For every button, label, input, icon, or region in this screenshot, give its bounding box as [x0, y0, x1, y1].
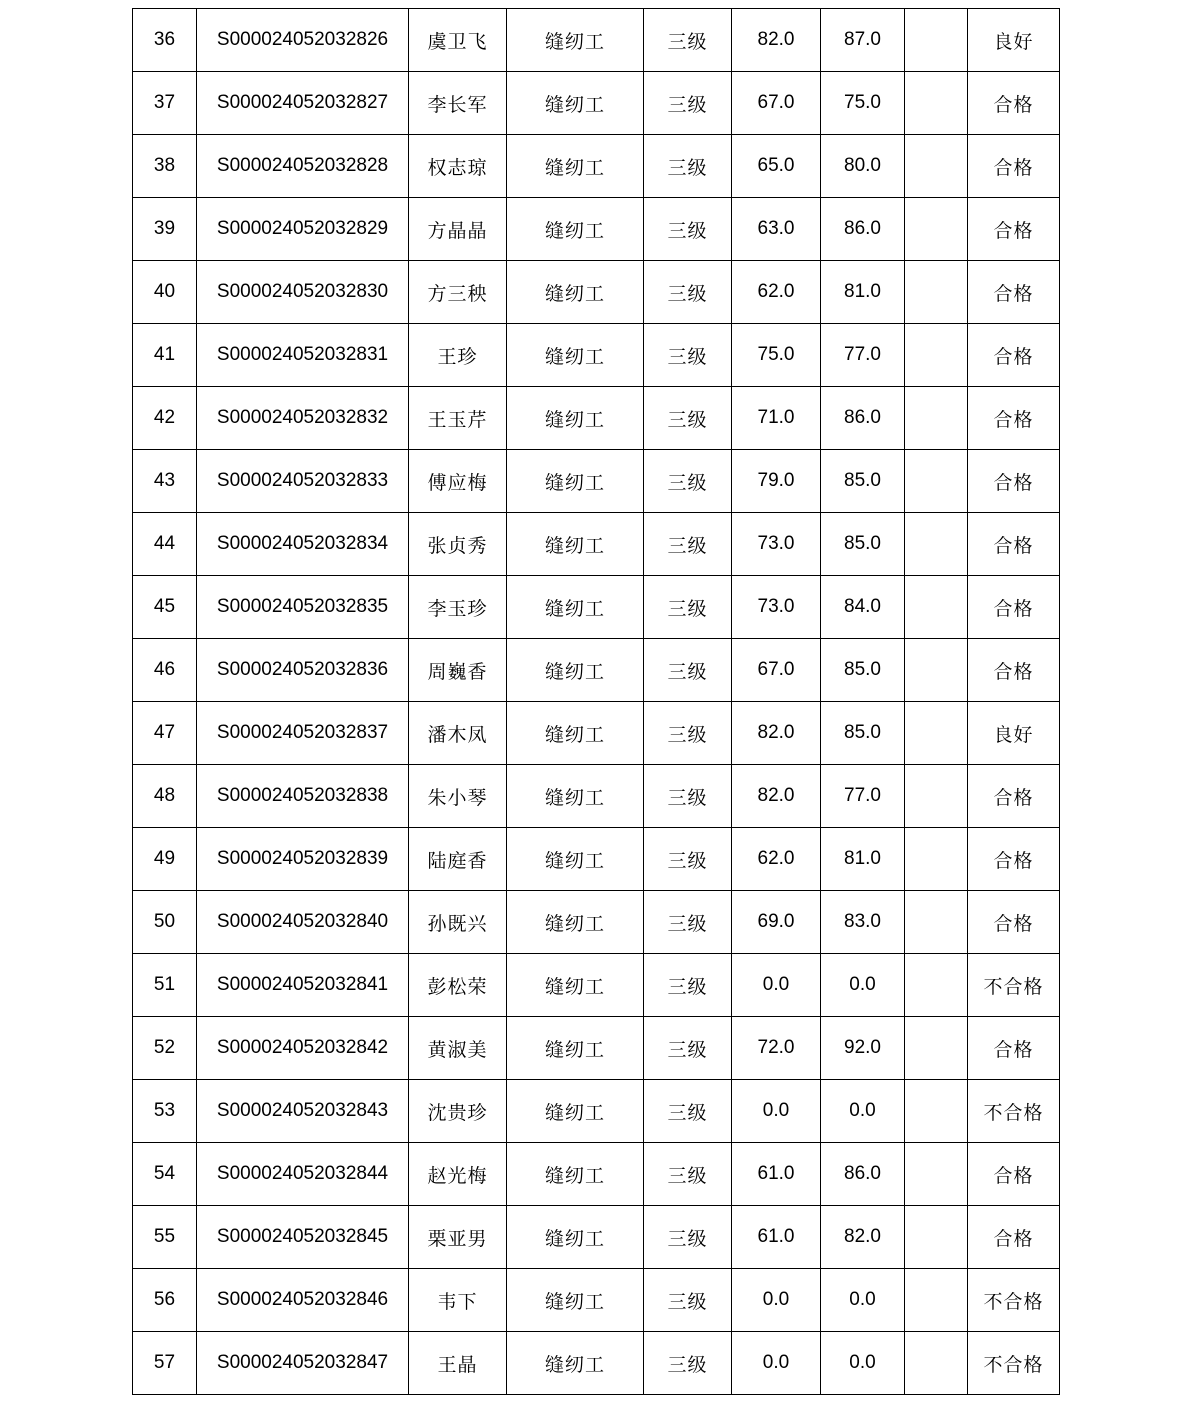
candidate-name-cell: 王玉芹: [409, 387, 507, 450]
theory-score-cell: 63.0: [732, 198, 821, 261]
blank-cell: [905, 1332, 968, 1395]
level-cell: 三级: [644, 702, 732, 765]
row-number-cell: 44: [133, 513, 197, 576]
practical-score-cell: 92.0: [821, 1017, 905, 1080]
candidate-name-cell: 方晶晶: [409, 198, 507, 261]
row-number-cell: 48: [133, 765, 197, 828]
level-cell: 三级: [644, 1080, 732, 1143]
candidate-id-cell: S000024052032830: [197, 261, 409, 324]
theory-score-cell: 0.0: [732, 1080, 821, 1143]
level-cell: 三级: [644, 513, 732, 576]
practical-score-cell: 77.0: [821, 765, 905, 828]
candidate-name-cell: 傅应梅: [409, 450, 507, 513]
practical-score-cell: 75.0: [821, 72, 905, 135]
practical-score-cell: 86.0: [821, 387, 905, 450]
trade-cell: 缝纫工: [507, 891, 644, 954]
practical-score-cell: 83.0: [821, 891, 905, 954]
row-number-cell: 42: [133, 387, 197, 450]
theory-score-cell: 62.0: [732, 828, 821, 891]
result-cell: 合格: [968, 639, 1060, 702]
result-cell: 不合格: [968, 1269, 1060, 1332]
table-body: [133, 9, 1060, 1395]
level-cell: 三级: [644, 450, 732, 513]
theory-score-cell: 62.0: [732, 261, 821, 324]
exam-results-table: [132, 8, 1060, 1395]
blank-cell: [905, 450, 968, 513]
blank-cell: [905, 513, 968, 576]
table-row: [133, 891, 1060, 954]
level-cell: 三级: [644, 387, 732, 450]
trade-cell: 缝纫工: [507, 324, 644, 387]
candidate-name-cell: 潘木凤: [409, 702, 507, 765]
theory-score-cell: 72.0: [732, 1017, 821, 1080]
row-number-cell: 45: [133, 576, 197, 639]
candidate-name-cell: 朱小琴: [409, 765, 507, 828]
level-cell: 三级: [644, 1206, 732, 1269]
trade-cell: 缝纫工: [507, 828, 644, 891]
table-row: [133, 387, 1060, 450]
result-cell: 合格: [968, 387, 1060, 450]
trade-cell: 缝纫工: [507, 1332, 644, 1395]
level-cell: 三级: [644, 576, 732, 639]
candidate-id-cell: S000024052032829: [197, 198, 409, 261]
result-cell: 合格: [968, 324, 1060, 387]
trade-cell: 缝纫工: [507, 765, 644, 828]
candidate-id-cell: S000024052032826: [197, 9, 409, 72]
blank-cell: [905, 765, 968, 828]
row-number-cell: 43: [133, 450, 197, 513]
result-cell: 合格: [968, 1143, 1060, 1206]
candidate-id-cell: S000024052032832: [197, 387, 409, 450]
blank-cell: [905, 576, 968, 639]
practical-score-cell: 77.0: [821, 324, 905, 387]
trade-cell: 缝纫工: [507, 513, 644, 576]
row-number-cell: 40: [133, 261, 197, 324]
level-cell: 三级: [644, 828, 732, 891]
table-row: [133, 513, 1060, 576]
table-row: [133, 198, 1060, 261]
candidate-id-cell: S000024052032847: [197, 1332, 409, 1395]
theory-score-cell: 61.0: [732, 1143, 821, 1206]
blank-cell: [905, 828, 968, 891]
table-row: [133, 1206, 1060, 1269]
theory-score-cell: 82.0: [732, 765, 821, 828]
blank-cell: [905, 1080, 968, 1143]
candidate-id-cell: S000024052032842: [197, 1017, 409, 1080]
candidate-name-cell: 李长军: [409, 72, 507, 135]
row-number-cell: 47: [133, 702, 197, 765]
practical-score-cell: 81.0: [821, 261, 905, 324]
trade-cell: 缝纫工: [507, 1143, 644, 1206]
candidate-name-cell: 赵光梅: [409, 1143, 507, 1206]
table-row: [133, 1332, 1060, 1395]
result-cell: 合格: [968, 261, 1060, 324]
practical-score-cell: 81.0: [821, 828, 905, 891]
theory-score-cell: 61.0: [732, 1206, 821, 1269]
theory-score-cell: 82.0: [732, 9, 821, 72]
row-number-cell: 55: [133, 1206, 197, 1269]
trade-cell: 缝纫工: [507, 450, 644, 513]
practical-score-cell: 82.0: [821, 1206, 905, 1269]
practical-score-cell: 0.0: [821, 1332, 905, 1395]
blank-cell: [905, 198, 968, 261]
candidate-name-cell: 韦下: [409, 1269, 507, 1332]
level-cell: 三级: [644, 639, 732, 702]
candidate-id-cell: S000024052032837: [197, 702, 409, 765]
trade-cell: 缝纫工: [507, 9, 644, 72]
level-cell: 三级: [644, 954, 732, 1017]
practical-score-cell: 80.0: [821, 135, 905, 198]
practical-score-cell: 85.0: [821, 639, 905, 702]
blank-cell: [905, 1143, 968, 1206]
theory-score-cell: 67.0: [732, 639, 821, 702]
row-number-cell: 37: [133, 72, 197, 135]
result-cell: 合格: [968, 450, 1060, 513]
blank-cell: [905, 1206, 968, 1269]
theory-score-cell: 71.0: [732, 387, 821, 450]
candidate-id-cell: S000024052032834: [197, 513, 409, 576]
practical-score-cell: 86.0: [821, 1143, 905, 1206]
level-cell: 三级: [644, 9, 732, 72]
table-row: [133, 72, 1060, 135]
table-row: [133, 576, 1060, 639]
table-row: [133, 765, 1060, 828]
practical-score-cell: 85.0: [821, 450, 905, 513]
trade-cell: 缝纫工: [507, 198, 644, 261]
candidate-id-cell: S000024052032840: [197, 891, 409, 954]
blank-cell: [905, 324, 968, 387]
table-row: [133, 450, 1060, 513]
candidate-id-cell: S000024052032836: [197, 639, 409, 702]
practical-score-cell: 85.0: [821, 513, 905, 576]
result-cell: 良好: [968, 9, 1060, 72]
table-row: [133, 702, 1060, 765]
table-row: [133, 1017, 1060, 1080]
practical-score-cell: 85.0: [821, 702, 905, 765]
trade-cell: 缝纫工: [507, 1206, 644, 1269]
row-number-cell: 57: [133, 1332, 197, 1395]
candidate-id-cell: S000024052032835: [197, 576, 409, 639]
result-cell: 合格: [968, 513, 1060, 576]
trade-cell: 缝纫工: [507, 387, 644, 450]
blank-cell: [905, 891, 968, 954]
level-cell: 三级: [644, 198, 732, 261]
row-number-cell: 36: [133, 9, 197, 72]
candidate-name-cell: 王珍: [409, 324, 507, 387]
result-cell: 合格: [968, 765, 1060, 828]
candidate-name-cell: 栗亚男: [409, 1206, 507, 1269]
table-row: [133, 261, 1060, 324]
candidate-id-cell: S000024052032845: [197, 1206, 409, 1269]
blank-cell: [905, 387, 968, 450]
level-cell: 三级: [644, 765, 732, 828]
table-row: [133, 9, 1060, 72]
theory-score-cell: 73.0: [732, 576, 821, 639]
practical-score-cell: 87.0: [821, 9, 905, 72]
candidate-id-cell: S000024052032831: [197, 324, 409, 387]
theory-score-cell: 67.0: [732, 72, 821, 135]
exam-results-sheet: [132, 8, 1060, 1395]
result-cell: 合格: [968, 1017, 1060, 1080]
trade-cell: 缝纫工: [507, 702, 644, 765]
theory-score-cell: 73.0: [732, 513, 821, 576]
result-cell: 不合格: [968, 1332, 1060, 1395]
candidate-name-cell: 王晶: [409, 1332, 507, 1395]
level-cell: 三级: [644, 1269, 732, 1332]
candidate-name-cell: 虞卫飞: [409, 9, 507, 72]
candidate-id-cell: S000024052032843: [197, 1080, 409, 1143]
candidate-id-cell: S000024052032828: [197, 135, 409, 198]
practical-score-cell: 0.0: [821, 1080, 905, 1143]
row-number-cell: 41: [133, 324, 197, 387]
result-cell: 合格: [968, 828, 1060, 891]
practical-score-cell: 84.0: [821, 576, 905, 639]
candidate-name-cell: 权志琼: [409, 135, 507, 198]
candidate-id-cell: S000024052032841: [197, 954, 409, 1017]
trade-cell: 缝纫工: [507, 576, 644, 639]
blank-cell: [905, 1269, 968, 1332]
result-cell: 不合格: [968, 1080, 1060, 1143]
theory-score-cell: 0.0: [732, 1269, 821, 1332]
candidate-name-cell: 张贞秀: [409, 513, 507, 576]
trade-cell: 缝纫工: [507, 639, 644, 702]
row-number-cell: 52: [133, 1017, 197, 1080]
result-cell: 合格: [968, 135, 1060, 198]
trade-cell: 缝纫工: [507, 135, 644, 198]
trade-cell: 缝纫工: [507, 954, 644, 1017]
blank-cell: [905, 702, 968, 765]
table-row: [133, 828, 1060, 891]
table-row: [133, 324, 1060, 387]
level-cell: 三级: [644, 72, 732, 135]
blank-cell: [905, 135, 968, 198]
theory-score-cell: 82.0: [732, 702, 821, 765]
theory-score-cell: 79.0: [732, 450, 821, 513]
row-number-cell: 54: [133, 1143, 197, 1206]
candidate-id-cell: S000024052032846: [197, 1269, 409, 1332]
table-row: [133, 1269, 1060, 1332]
table-row: [133, 639, 1060, 702]
trade-cell: 缝纫工: [507, 1080, 644, 1143]
candidate-id-cell: S000024052032839: [197, 828, 409, 891]
trade-cell: 缝纫工: [507, 1017, 644, 1080]
row-number-cell: 38: [133, 135, 197, 198]
result-cell: 合格: [968, 1206, 1060, 1269]
row-number-cell: 50: [133, 891, 197, 954]
blank-cell: [905, 954, 968, 1017]
trade-cell: 缝纫工: [507, 261, 644, 324]
theory-score-cell: 0.0: [732, 954, 821, 1017]
row-number-cell: 56: [133, 1269, 197, 1332]
trade-cell: 缝纫工: [507, 72, 644, 135]
result-cell: 良好: [968, 702, 1060, 765]
table-row: [133, 1080, 1060, 1143]
blank-cell: [905, 1017, 968, 1080]
candidate-name-cell: 黄淑美: [409, 1017, 507, 1080]
row-number-cell: 53: [133, 1080, 197, 1143]
practical-score-cell: 86.0: [821, 198, 905, 261]
row-number-cell: 46: [133, 639, 197, 702]
theory-score-cell: 0.0: [732, 1332, 821, 1395]
result-cell: 合格: [968, 72, 1060, 135]
practical-score-cell: 0.0: [821, 954, 905, 1017]
level-cell: 三级: [644, 324, 732, 387]
theory-score-cell: 65.0: [732, 135, 821, 198]
blank-cell: [905, 72, 968, 135]
level-cell: 三级: [644, 135, 732, 198]
candidate-id-cell: S000024052032833: [197, 450, 409, 513]
candidate-id-cell: S000024052032827: [197, 72, 409, 135]
practical-score-cell: 0.0: [821, 1269, 905, 1332]
candidate-name-cell: 彭松荣: [409, 954, 507, 1017]
candidate-name-cell: 李玉珍: [409, 576, 507, 639]
blank-cell: [905, 639, 968, 702]
row-number-cell: 49: [133, 828, 197, 891]
table-row: [133, 1143, 1060, 1206]
level-cell: 三级: [644, 1017, 732, 1080]
candidate-name-cell: 周巍香: [409, 639, 507, 702]
result-cell: 合格: [968, 198, 1060, 261]
table-row: [133, 135, 1060, 198]
theory-score-cell: 75.0: [732, 324, 821, 387]
result-cell: 合格: [968, 891, 1060, 954]
level-cell: 三级: [644, 891, 732, 954]
table-row: [133, 954, 1060, 1017]
candidate-name-cell: 孙既兴: [409, 891, 507, 954]
level-cell: 三级: [644, 1143, 732, 1206]
trade-cell: 缝纫工: [507, 1269, 644, 1332]
candidate-id-cell: S000024052032838: [197, 765, 409, 828]
row-number-cell: 39: [133, 198, 197, 261]
result-cell: 不合格: [968, 954, 1060, 1017]
row-number-cell: 51: [133, 954, 197, 1017]
candidate-name-cell: 陆庭香: [409, 828, 507, 891]
theory-score-cell: 69.0: [732, 891, 821, 954]
blank-cell: [905, 261, 968, 324]
candidate-id-cell: S000024052032844: [197, 1143, 409, 1206]
result-cell: 合格: [968, 576, 1060, 639]
level-cell: 三级: [644, 261, 732, 324]
level-cell: 三级: [644, 1332, 732, 1395]
blank-cell: [905, 9, 968, 72]
candidate-name-cell: 方三秧: [409, 261, 507, 324]
candidate-name-cell: 沈贵珍: [409, 1080, 507, 1143]
